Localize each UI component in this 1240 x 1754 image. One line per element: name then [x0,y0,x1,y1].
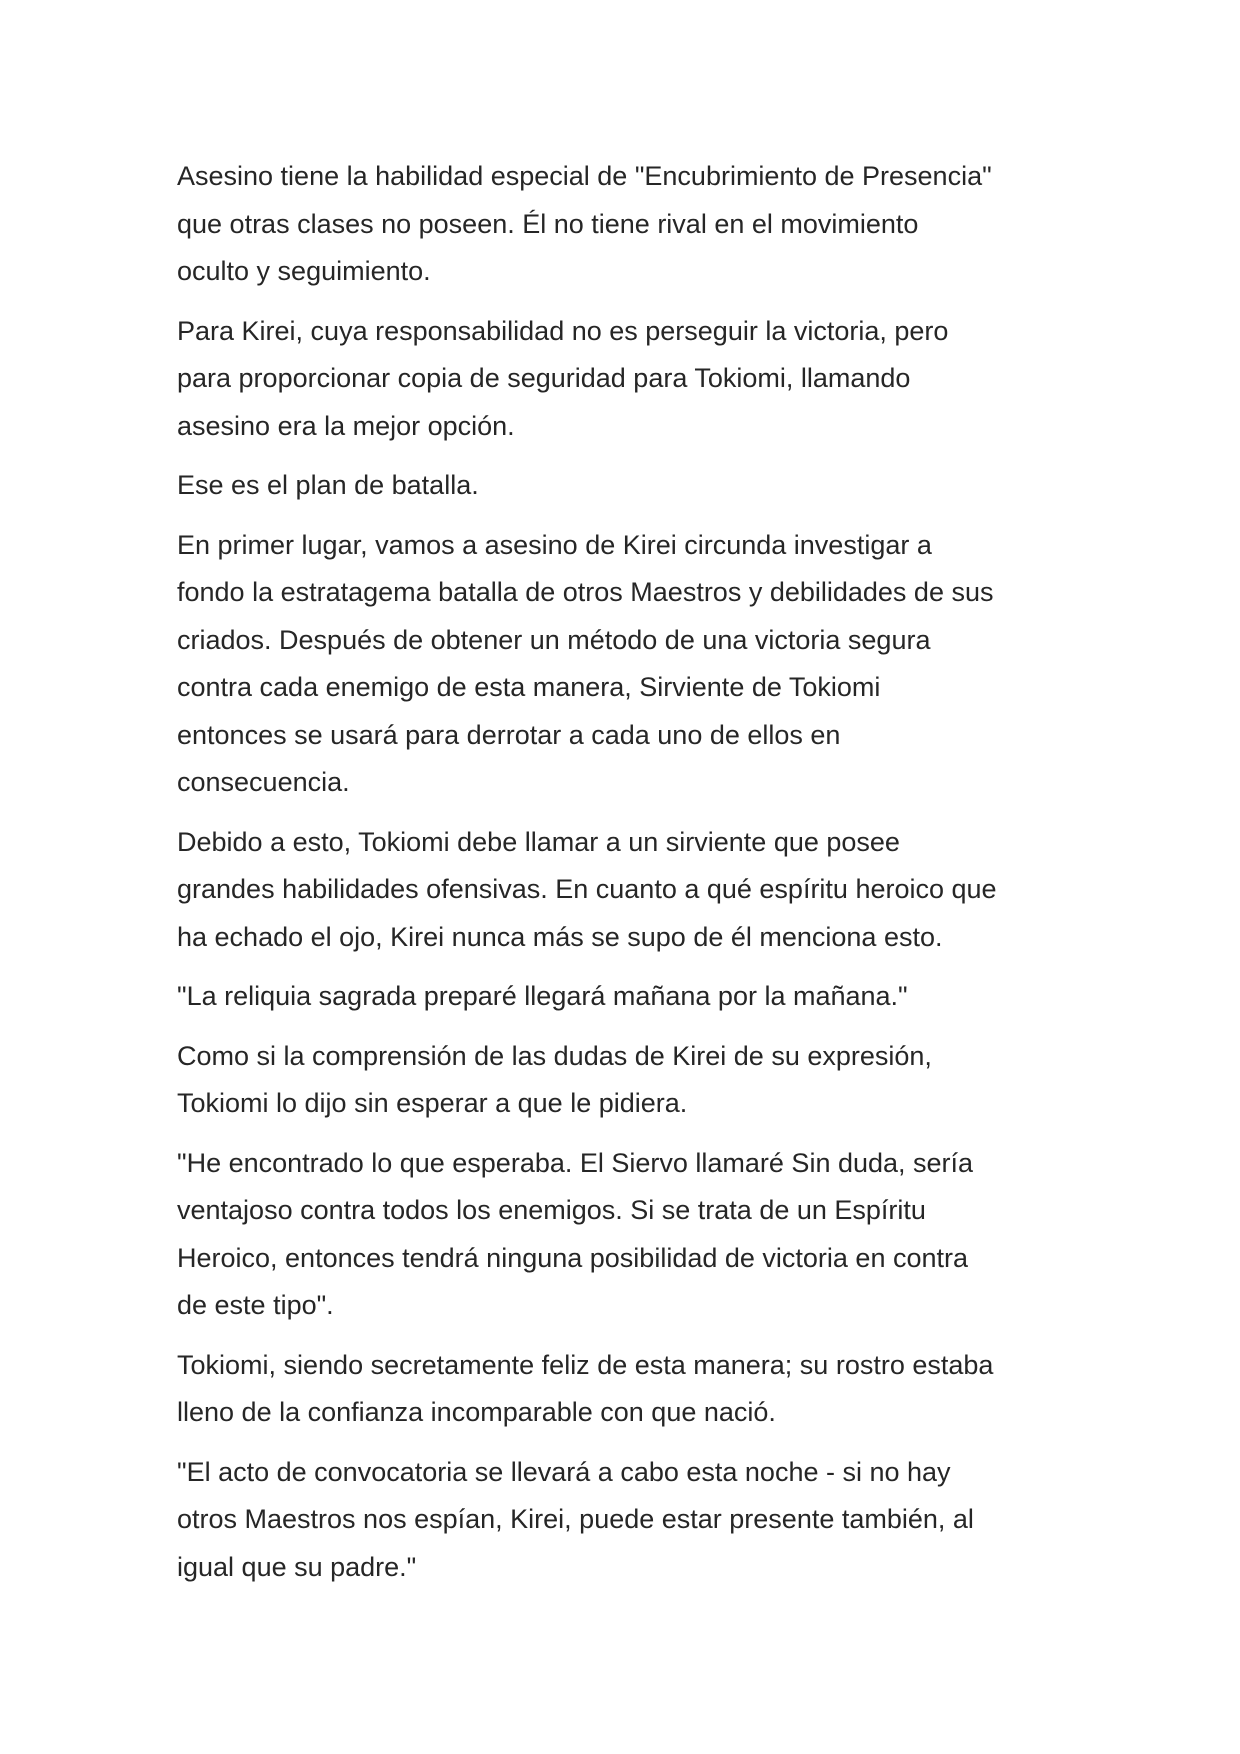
text-line: entonces se usará para derrotar a cada uno de ellos en [177,719,841,750]
paragraph [177,522,1077,807]
paragraph [177,1033,1077,1128]
text-line: Para Kirei, cuya responsabilidad no es perseguir la victoria, pero [177,315,949,346]
text-line: Asesino tiene la habilidad especial de "Encubrimiento de Presencia" [177,161,992,191]
paragraph [177,308,1077,451]
text-line: En primer lugar, vamos a asesino de Kirei circunda investigar a [177,529,932,560]
text-line: de este tipo". [177,1290,334,1320]
text-line: Tokiomi, siendo secretamente feliz de esta manera; su rostro estaba [177,1349,994,1380]
text-line: que otras clases no poseen. Él no tiene rival en el movimiento [177,208,919,239]
text-line: grandes habilidades ofensivas. En cuanto a qué espíritu heroico que [177,874,997,904]
text-line: ha echado el ojo, Kirei nunca más se supo de él menciona esto. [177,921,943,952]
text-line: Como si la comprensión de las dudas de Kirei de su expresión, [177,1040,932,1071]
text-line: consecuencia. [177,767,350,797]
text-line: asesino era la mejor opción. [177,410,515,441]
paragraph [177,973,1077,1021]
text-line: para proporcionar copia de seguridad para Tokiomi, llamando [177,363,911,393]
paragraph [177,1449,1077,1592]
paragraph [177,819,1077,962]
body-text [177,153,1077,1603]
text-line: Tokiomi lo dijo sin esperar a que le pidiera. [177,1088,688,1118]
text-line: "La reliquia sagrada preparé llegará mañana por la mañana." [177,981,908,1011]
text-line: fondo la estratagema batalla de otros Maestros y debilidades de sus [177,577,994,607]
text-line: Ese es el plan de batalla. [177,470,479,500]
text-line: "He encontrado lo que esperaba. El Siervo llamaré Sin duda, sería [177,1147,974,1178]
text-line: otros Maestros nos espían, Kirei, puede estar presente también, al [177,1504,974,1534]
text-line: "El acto de convocatoria se llevará a cabo esta noche - si no hay [177,1456,951,1487]
paragraph [177,1140,1077,1330]
text-line: criados. Después de obtener un método de una victoria segura [177,624,931,655]
text-line: Heroico, entonces tendrá ninguna posibilidad de victoria en contra [177,1242,969,1273]
paragraph [177,153,1077,296]
paragraph [177,462,1077,510]
text-line: contra cada enemigo de esta manera, Sirviente de Tokiomi [177,672,881,702]
text-line: ventajoso contra todos los enemigos. Si se trata de un Espíritu [177,1195,926,1225]
text-line: igual que su padre." [177,1551,417,1582]
text-line: Debido a esto, Tokiomi debe llamar a un sirviente que posee [177,826,900,857]
text-line: oculto y seguimiento. [177,256,431,286]
paragraph [177,1342,1077,1437]
text-line: lleno de la confianza incomparable con que nació. [177,1397,776,1427]
